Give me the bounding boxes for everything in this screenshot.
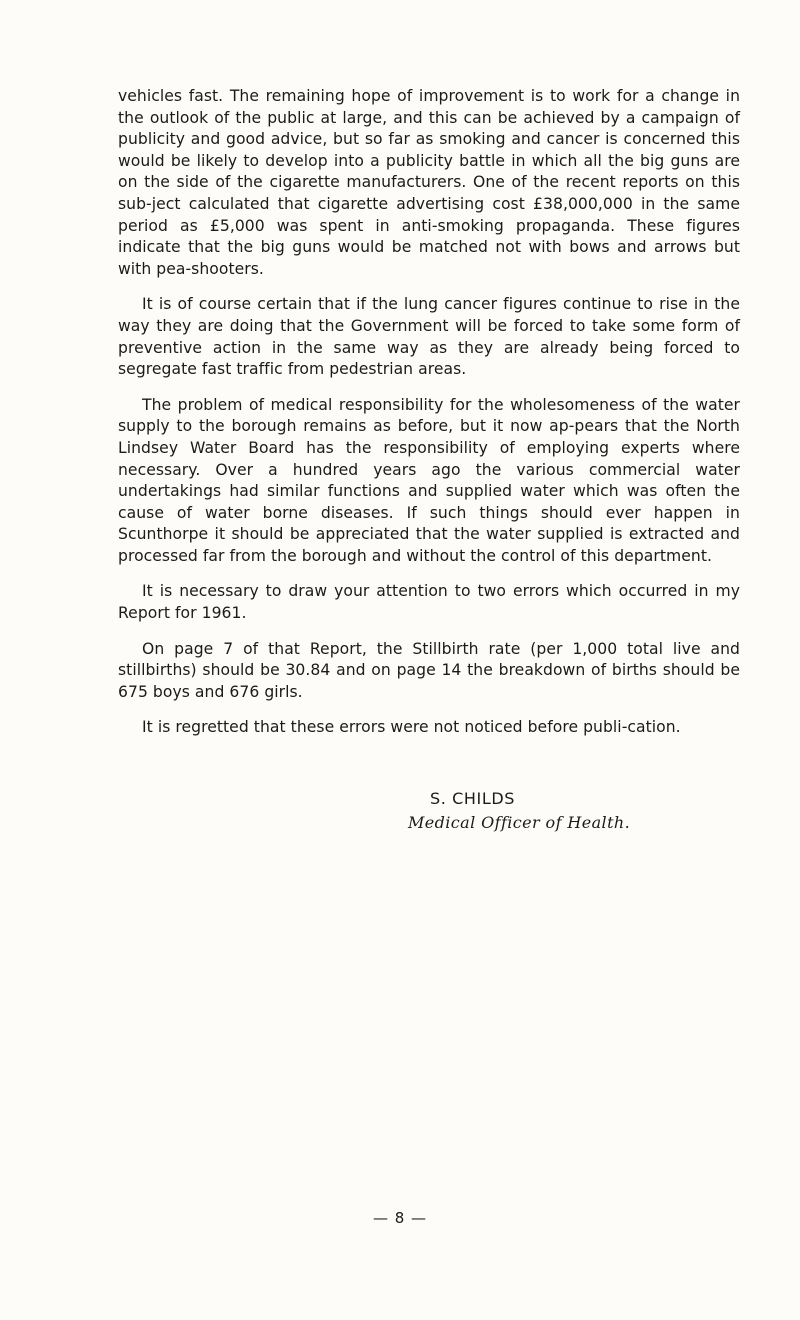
signatory-title: Medical Officer of Health. (408, 813, 631, 832)
body-text (118, 86, 740, 832)
paragraph-lung-cancer: It is of course certain that if the lung cancer figures continue to rise in the way they are doing that the Government will be forced to take some form of preventive action in the same way as they are already being forced to segregate fast traffic from pedestrian areas. (118, 295, 740, 379)
paragraph-continuation: vehicles fast. The remaining hope of improvement is to work for a change in the outlook of the public at large, and this can be achieved by a campaign of publicity and good advice, but so far as smoking and cancer is concerned this would be likely to develop into a publicity battle in which all the big guns are on the side of the cigarette manufacturers. One of the recent reports on this sub-ject calculated that cigarette advertising cost £38,000,000 in the same period as £5,000 was spent in anti-smoking propaganda. These figures indicate that the big guns would be matched not with bows and arrows but with pea-shooters. (118, 87, 740, 278)
page-number: — 8 — (372, 1209, 428, 1227)
paragraph-errors-detail: On page 7 of that Report, the Stillbirth rate (per 1,000 total live and stillbirths) should be 30.84 and on page 14 the breakdown of births should be 675 boys and 676 girls. (118, 639, 740, 701)
paragraph-water-supply: The problem of medical responsibility for the wholesomeness of the water supply to the borough remains as before, but it now ap-pears that the North Lindsey Water Board has the responsibility of employing experts where necessary. Over a hundred years ago the various commercial water undertakings had similar functions and supplied water which was often the cause of water borne diseases. If such things should ever happen in Scunthorpe it should be appreciated that the water supplied is extracted and processed far from the borough and without the control of this department. (118, 395, 740, 565)
paragraph-regret: It is regretted that these errors were not noticed before publi-cation. (142, 718, 681, 737)
paragraph-errors-intro: It is necessary to draw your attention to two errors which occurred in my Report for 1961. (118, 582, 740, 623)
signatory-name: S. CHILDS (430, 789, 516, 808)
